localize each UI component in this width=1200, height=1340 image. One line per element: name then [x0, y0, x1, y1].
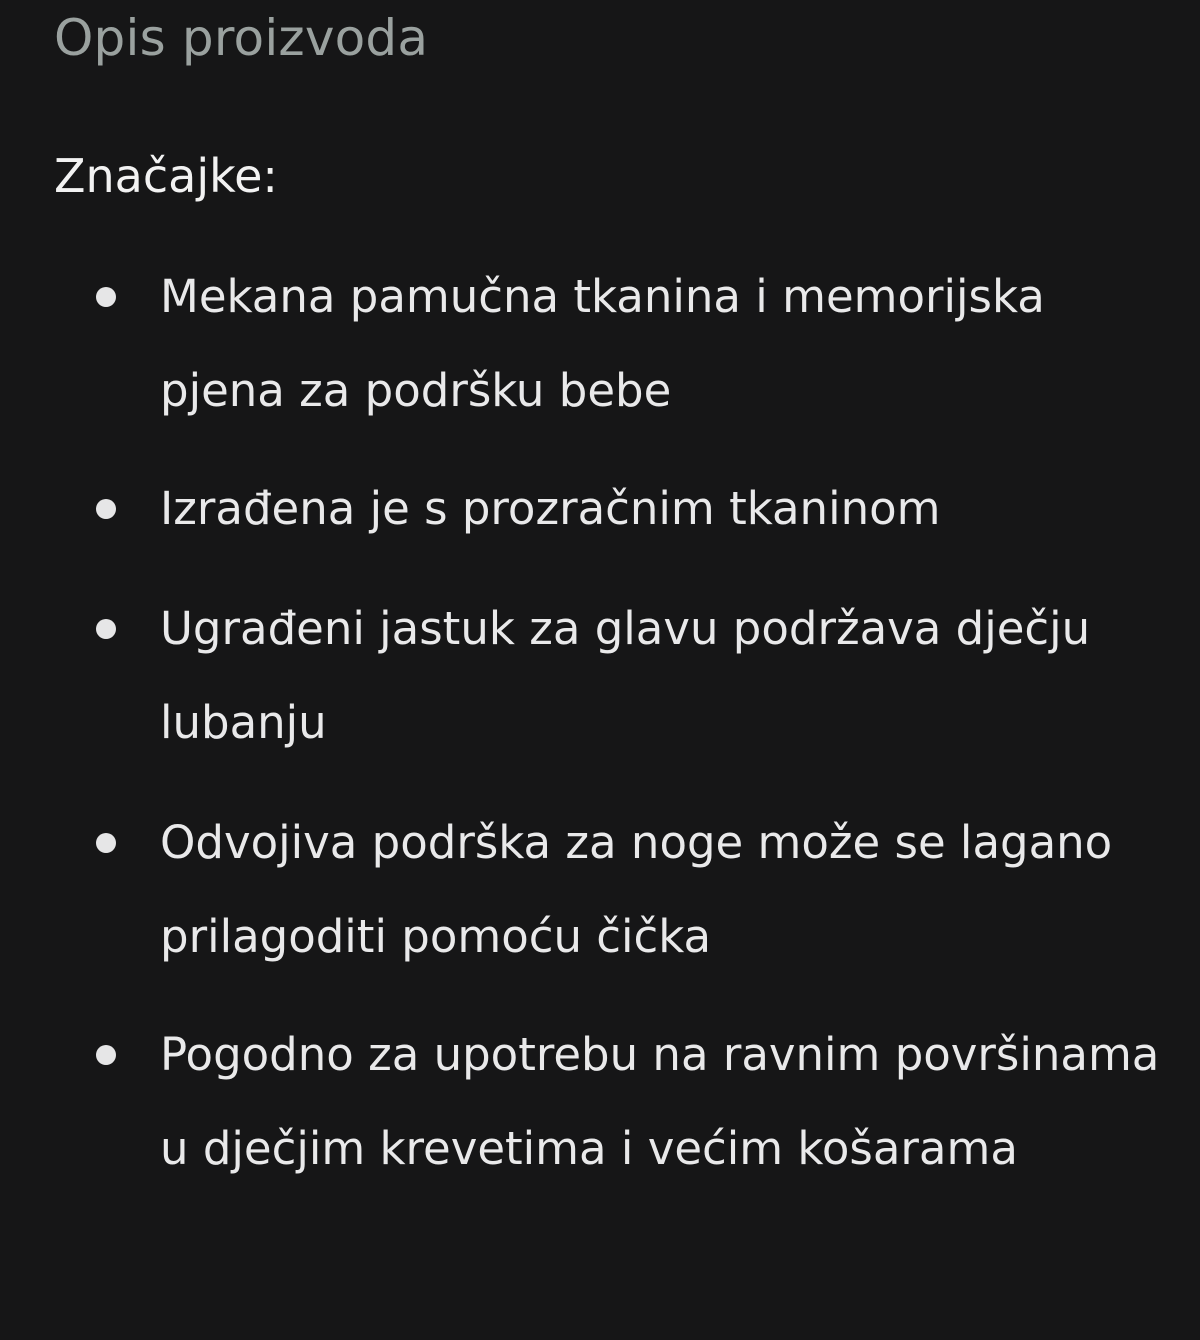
bullet-icon [96, 1045, 116, 1065]
feature-text: Ugrađeni jastuk za glavu podržava dječju lubanju [160, 602, 1091, 749]
section-title: Opis proizvoda [54, 9, 429, 67]
bullet-icon [96, 619, 116, 639]
feature-text: Pogodno za upotrebu na ravnim površinama u dječjim krevetima i većim košarama [160, 1028, 1160, 1175]
feature-text: Odvojiva podrška za noge može se lagano prilagoditi pomoću čička [160, 816, 1113, 963]
bullet-icon [96, 833, 116, 853]
feature-text: Mekana pamučna tkanina i memorijska pjena za podršku bebe [160, 270, 1045, 417]
bullet-icon [96, 287, 116, 307]
feature-text: Izrađena je s prozračnim tkaninom [160, 482, 941, 535]
features-heading: Značajke: [54, 149, 278, 203]
bullet-icon [96, 499, 116, 519]
